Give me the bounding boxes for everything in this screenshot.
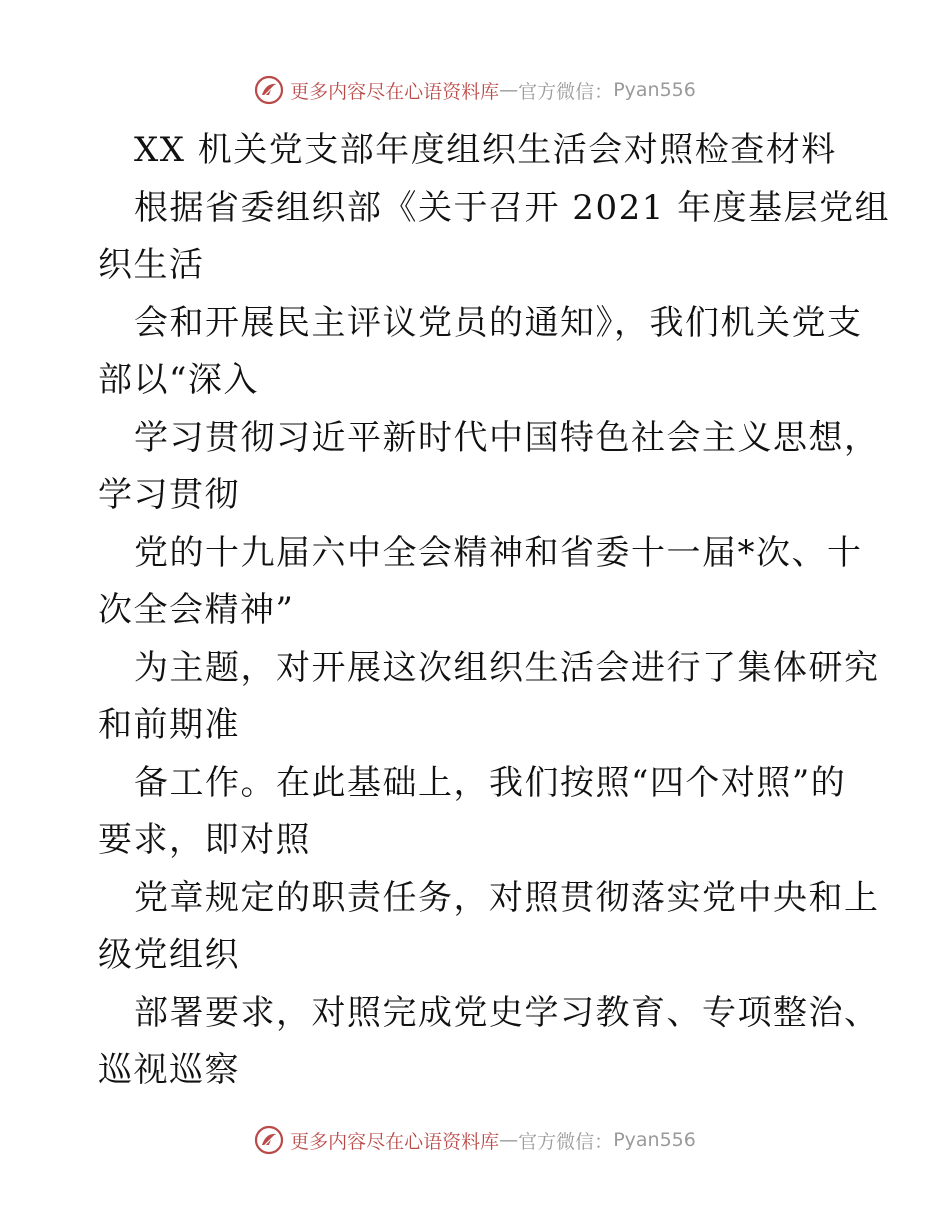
document-title: XX 机关党支部年度组织生活会对照检查材料 (134, 130, 837, 170)
watermark-separator: — (499, 1129, 519, 1151)
watermark-wechat-label: 官方微信： (518, 80, 614, 103)
watermark-wechat-label: 官方微信： (518, 1130, 614, 1153)
text-line: 为主题，对开展这次组织生活会进行了集体研究 (134, 647, 880, 688)
text-line: 学习贯彻 (98, 475, 240, 515)
seal-logo-icon (254, 1125, 284, 1155)
text-line: 学习贯彻习近平新时代中国特色社会主义思想， (134, 417, 880, 458)
watermark-main-text: 更多内容尽在心语资料库 (290, 80, 500, 103)
watermark-wechat-id: Pyan556 (613, 79, 696, 101)
text-line: 部署要求，对照完成党史学习教育、专项整治、 (134, 992, 880, 1033)
text-line: 次全会精神” (98, 590, 295, 630)
text-line: 部以“深入 (98, 360, 259, 400)
text-line: 巡视巡察 (98, 1050, 240, 1090)
text-line: 备工作。在此基础上，我们按照“四个对照”的 (134, 762, 847, 803)
text-line: 要求，即对照 (98, 820, 311, 860)
text-line: 会和开展民主评议党员的通知》，我们机关党支 (134, 302, 863, 343)
watermark-separator: — (499, 79, 519, 101)
text-line: 级党组织 (98, 935, 240, 975)
footer-watermark (0, 1120, 950, 1160)
header-watermark (0, 70, 950, 110)
watermark-wechat-id: Pyan556 (613, 1129, 696, 1151)
text-line: 党的十九届六中全会精神和省委十一届*次、十 (134, 532, 863, 573)
text-line: 织生活 (98, 245, 205, 285)
watermark-main-text: 更多内容尽在心语资料库 (290, 1130, 500, 1153)
text-line: 和前期准 (98, 705, 240, 745)
text-line: 党章规定的职责任务，对照贯彻落实党中央和上 (134, 877, 880, 918)
document-body (98, 122, 891, 1100)
text-line: 根据省委组织部《关于召开 2021 年度基层党组 (134, 187, 891, 228)
seal-logo-icon (254, 75, 284, 105)
